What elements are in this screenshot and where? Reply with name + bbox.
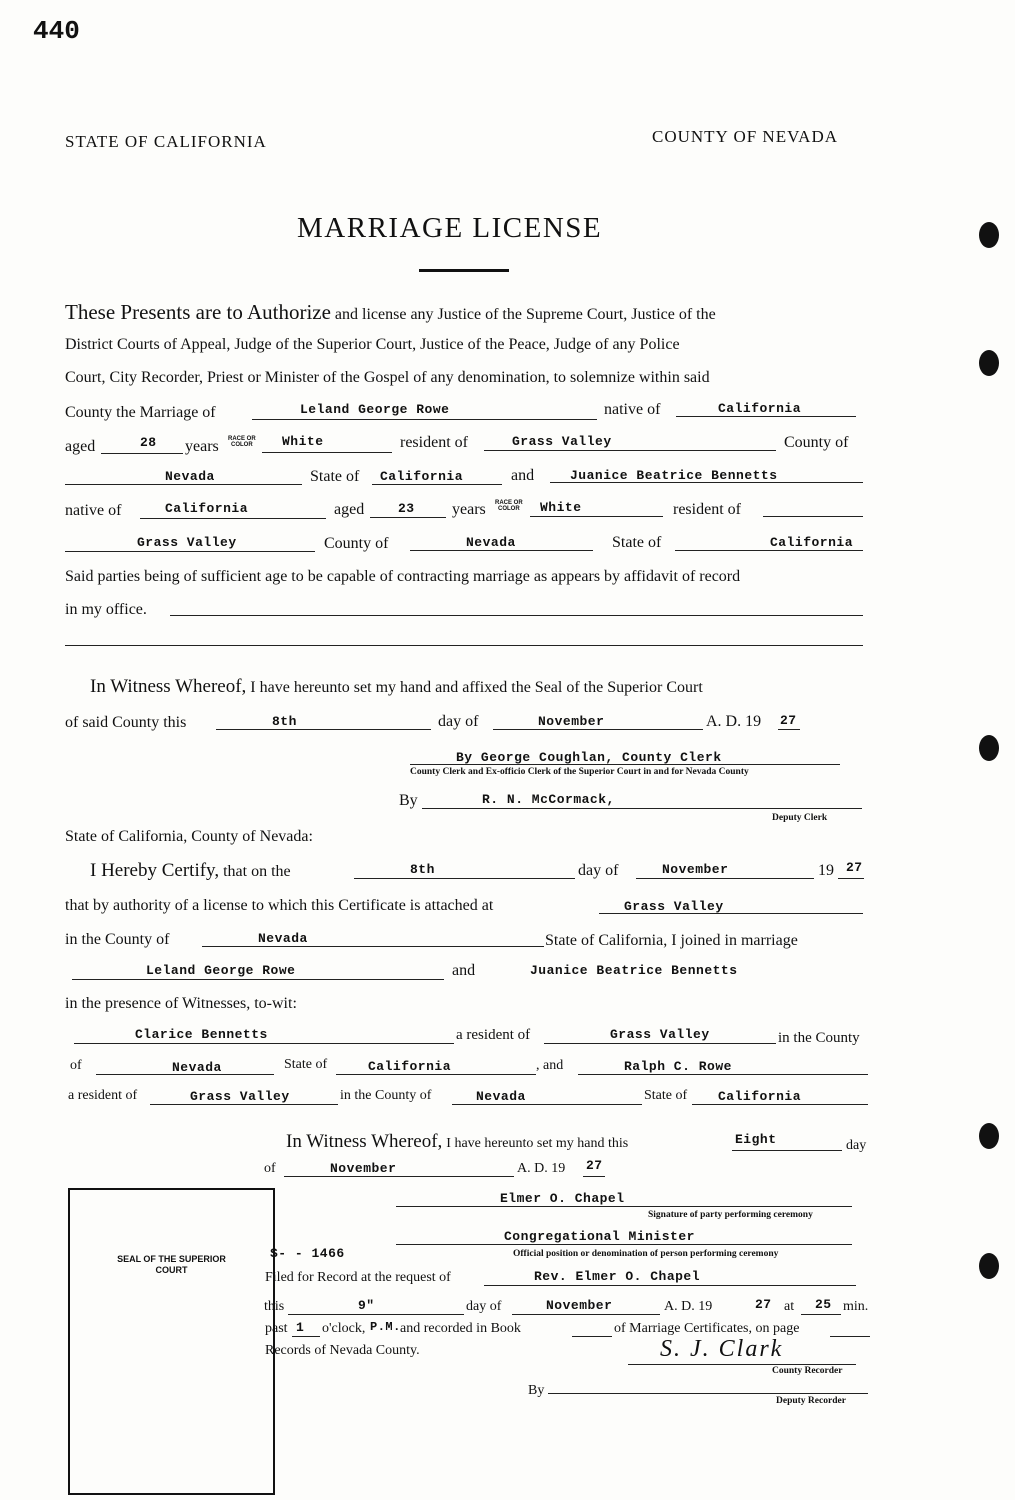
officiant-of-label: of (264, 1161, 276, 1176)
certify-line (90, 860, 291, 882)
fill-line (65, 484, 302, 485)
fill-line (578, 1074, 868, 1075)
title-rule (419, 269, 509, 272)
presence-text: in the presence of Witnesses, to-wit: (65, 995, 297, 1012)
intro-bold: These Presents are to Authorize (65, 300, 331, 324)
punch-hole (979, 350, 999, 376)
cert-place: Grass Valley (624, 899, 724, 914)
joined-text: State of California, I joined in marriage (545, 932, 798, 949)
officiant-name: Elmer O. Chapel (500, 1191, 625, 1206)
fill-line (292, 1336, 320, 1337)
fill-line (370, 517, 446, 518)
groom-county: Nevada (165, 469, 215, 484)
fill-line (675, 550, 863, 551)
witness2-residence: Grass Valley (190, 1089, 290, 1104)
fill-line (484, 1285, 856, 1286)
header-state: STATE OF CALIFORNIA (65, 132, 267, 151)
groom-age: 28 (140, 435, 157, 450)
fill-line (288, 1314, 464, 1315)
document-title: MARRIAGE LICENSE (297, 212, 603, 244)
authority-text: that by authority of a license to which this Certificate is attached at (65, 897, 494, 914)
and-label: and (511, 467, 535, 484)
ad-label: A. D. 19 (706, 713, 762, 730)
bride-native: California (165, 501, 249, 516)
filing-day-of-label: day of (466, 1299, 502, 1314)
filing-month: November (546, 1298, 613, 1313)
groom-state: California (380, 469, 464, 484)
fill-line (778, 729, 800, 730)
filing-min-label: min. (843, 1299, 869, 1314)
signature-line (548, 1393, 868, 1394)
filing-requester: Rev. Elmer O. Chapel (534, 1269, 701, 1284)
clerk-witness-line (90, 676, 703, 698)
fill-line (732, 1150, 842, 1151)
fill-line (170, 615, 863, 616)
fill-line (410, 550, 593, 551)
county-of-label-2: County of (324, 535, 389, 552)
bride-race: White (540, 500, 582, 515)
cert-year: 27 (846, 860, 863, 875)
officiant-witness-text: I have hereunto set my hand this (446, 1136, 629, 1151)
filing-hour: 1 (296, 1320, 305, 1335)
race-label-top: RACE OR (228, 436, 256, 442)
filing-oclock-label: o'clock, (322, 1321, 366, 1336)
clerk-caption: County Clerk and Ex-officio Clerk of the Superior Court in and for Nevada County (410, 767, 749, 777)
race-label (228, 436, 256, 448)
witness1-name: Clarice Bennetts (135, 1027, 268, 1042)
fill-line (544, 1043, 776, 1044)
state-of-label-2: State of (612, 534, 662, 551)
fill-line (284, 1176, 514, 1177)
groom-native: California (718, 401, 802, 416)
fill-line (493, 729, 703, 730)
filing-by-label: By (528, 1383, 545, 1398)
officiant-day-label: day (846, 1138, 867, 1153)
county-this-label: of said County this (65, 714, 187, 731)
in-the-county-of-label: in the County of (340, 1088, 432, 1103)
groom-name: Leland George Rowe (300, 402, 450, 417)
bride-state: California (770, 535, 854, 550)
certify-bold: I Hereby Certify, (90, 860, 220, 881)
fill-line (530, 516, 663, 517)
county-of-label: County of (784, 434, 849, 451)
recorder-signature: S. J. Clark (660, 1336, 784, 1362)
fill-line (676, 416, 856, 417)
clerk-witness-bold: In Witness Whereof, (90, 676, 247, 697)
groom-race: White (282, 434, 324, 449)
officiant-position-caption: Official position or denomination of person performing ceremony (513, 1249, 779, 1259)
groom-residence: Grass Valley (512, 434, 612, 449)
page-number: 440 (33, 16, 80, 46)
witness2-state: California (718, 1089, 802, 1104)
fill-line (452, 1104, 642, 1105)
officiant-witness-line (286, 1131, 628, 1153)
race-label-top: RACE OR (495, 500, 523, 506)
fill-line (484, 450, 776, 451)
punch-hole (979, 222, 999, 248)
clerk-year: 27 (780, 713, 797, 728)
resident-of-label-2: resident of (673, 501, 741, 518)
filing-past-label: past (265, 1321, 288, 1336)
aged-label: aged (65, 438, 96, 455)
fill-line (202, 946, 544, 947)
witness2-name: Ralph C. Rowe (624, 1059, 732, 1074)
fill-line (252, 419, 597, 420)
superior-court-seal (68, 1188, 275, 1495)
day-of-label: day of (438, 713, 479, 730)
state-of-label: State of (310, 468, 360, 485)
filing-of-marriage-text: of Marriage Certificates, on page (614, 1321, 800, 1336)
a-resident-of-label-2: a resident of (68, 1088, 138, 1103)
years-label: years (185, 438, 219, 455)
clerk-day: 8th (272, 714, 297, 729)
fill-line (150, 1104, 338, 1105)
filing-year: 27 (755, 1297, 772, 1312)
race-label-bottom: COLOR (498, 506, 520, 512)
state-county-heading: State of California, County of Nevada: (65, 828, 313, 845)
signature-line (396, 1206, 852, 1207)
officiant-month: November (330, 1161, 397, 1176)
resident-of-label: resident of (400, 434, 468, 451)
fill-line (372, 484, 502, 485)
fill-line (65, 551, 315, 552)
officiant-day: Eight (735, 1132, 777, 1147)
cert-year-prefix: 19 (818, 862, 834, 879)
cert-month: November (662, 862, 729, 877)
officiant-position: Congregational Minister (504, 1229, 695, 1244)
fill-line (74, 1043, 454, 1044)
cert-and-label: and (452, 962, 476, 979)
bride-residence: Grass Valley (137, 535, 237, 550)
fill-line (336, 1074, 536, 1075)
license-line-2: District Courts of Appeal, Judge of the Superior Court, Justice of the Peace, Judge of any Police (65, 336, 680, 353)
witness1-residence: Grass Valley (610, 1027, 710, 1042)
deputy-clerk-caption: Deputy Clerk (772, 813, 828, 823)
fill-line (140, 518, 326, 519)
cert-bride: Juanice Beatrice Bennetts (530, 963, 738, 978)
filing-this-label: this (264, 1299, 285, 1314)
fill-line (801, 1314, 841, 1315)
witness1-county: Nevada (172, 1060, 222, 1075)
by-label: By (399, 792, 418, 809)
bride-name: Juanice Beatrice Bennetts (570, 468, 778, 483)
years-label-2: years (452, 501, 486, 518)
marriage-of-label: County the Marriage of (65, 404, 216, 421)
of-label: of (70, 1058, 82, 1073)
officiant-signature-caption: Signature of party performing ceremony (648, 1210, 813, 1220)
fill-line (583, 1176, 605, 1177)
punch-hole (979, 735, 999, 761)
deputy-clerk-name: R. N. McCormack, (482, 792, 615, 807)
in-the-county-label: in the County (778, 1030, 860, 1046)
fill-line (262, 452, 392, 453)
fill-line (512, 1314, 660, 1315)
w-state-of-label-2: State of (644, 1088, 688, 1103)
cert-day-of-label: day of (578, 862, 619, 879)
fill-line (636, 878, 814, 879)
clerk-signature: By George Coughlan, County Clerk (456, 750, 722, 765)
header-county: COUNTY OF NEVADA (652, 127, 839, 146)
cert-groom: Leland George Rowe (146, 963, 296, 978)
recorder-caption: County Recorder (772, 1366, 843, 1376)
fill-line (65, 645, 863, 646)
bride-county: Nevada (466, 535, 516, 550)
bride-age: 23 (398, 501, 415, 516)
fill-line (572, 1336, 612, 1337)
filing-recorded-text: and recorded in Book (400, 1321, 521, 1336)
serial-number: S- - 1466 (270, 1246, 345, 1261)
filing-records-text: Records of Nevada County. (265, 1343, 420, 1358)
intro-text: and license any Justice of the Supreme Court, Justice of the (334, 306, 716, 323)
deputy-recorder-caption: Deputy Recorder (776, 1396, 846, 1406)
and-comma-label: , and (536, 1058, 564, 1073)
officiant-witness-bold: In Witness Whereof, (286, 1131, 443, 1152)
filing-meridiem: P.M. (370, 1320, 401, 1334)
fill-line (216, 729, 431, 730)
signature-line (628, 1364, 856, 1365)
race-label-2 (495, 500, 523, 512)
signature-line (422, 808, 862, 809)
filing-day: 9" (358, 1298, 375, 1313)
license-line-3: Court, City Recorder, Priest or Minister of the Gospel of any denomination, to solemnize within said (65, 369, 710, 386)
native-of-label-2: native of (65, 502, 122, 519)
seal-label: SEAL OF THE SUPERIOR COURT (117, 1254, 226, 1275)
filed-label: Filed for Record at the request of (265, 1270, 451, 1285)
witness1-state: California (368, 1059, 452, 1074)
race-label-bottom: COLOR (231, 442, 253, 448)
fill-line (101, 453, 183, 454)
signature-line (396, 1244, 852, 1245)
native-of-label: native of (604, 401, 661, 418)
sufficient-age-text: Said parties being of sufficient age to be capable of contracting marriage as appears by affidavit of record (65, 568, 741, 585)
punch-hole (979, 1253, 999, 1279)
fill-line (763, 516, 863, 517)
filing-at-label: at (784, 1299, 795, 1314)
fill-line (838, 878, 864, 879)
filing-ad-label: A. D. 19 (664, 1299, 713, 1314)
filing-minutes: 25 (815, 1297, 832, 1312)
fill-line (692, 1104, 868, 1105)
aged-label-2: aged (334, 501, 365, 518)
witness2-county: Nevada (476, 1089, 526, 1104)
w-state-of-label: State of (284, 1057, 328, 1072)
in-my-office-text: in my office. (65, 601, 147, 618)
clerk-month: November (538, 714, 605, 729)
on-the-label: that on the (223, 863, 291, 880)
officiant-ad-label: A. D. 19 (517, 1161, 566, 1176)
in-county-label: in the County of (65, 931, 170, 948)
fill-line (830, 1336, 870, 1337)
punch-hole (979, 1123, 999, 1149)
a-resident-of-label: a resident of (456, 1027, 531, 1043)
officiant-year: 27 (586, 1158, 603, 1173)
fill-line (72, 979, 444, 980)
clerk-witness-text: I have hereunto set my hand and affixed the Seal of the Superior Court (250, 679, 703, 696)
intro-line (65, 300, 716, 325)
fill-line (354, 878, 575, 879)
cert-day: 8th (410, 862, 435, 877)
cert-county: Nevada (258, 931, 308, 946)
